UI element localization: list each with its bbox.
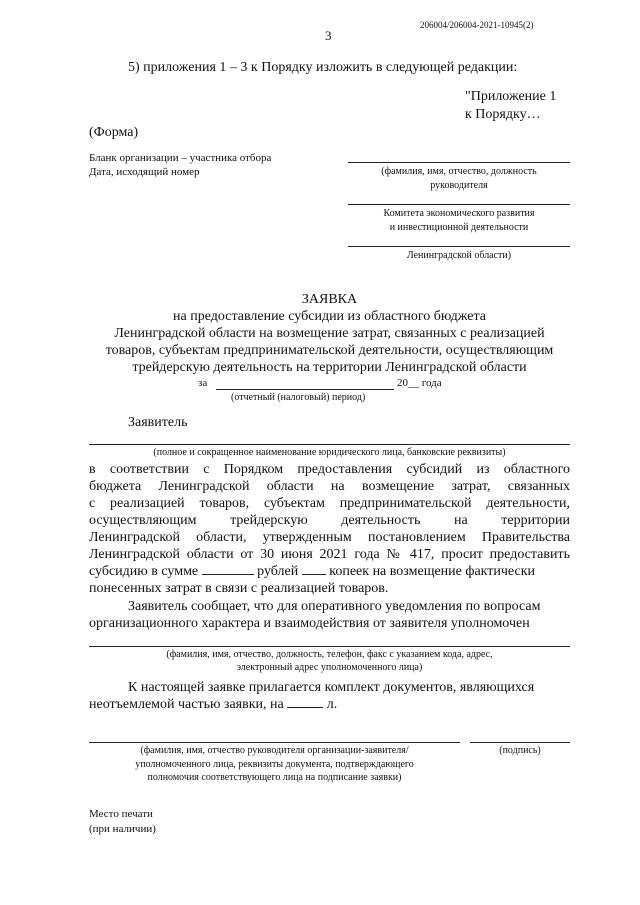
stamp-note: (при наличии) [89,823,156,835]
title-line-2: Ленинградской области на возмещение затрат, связанных с реализацией [114,326,545,341]
period-caption: (отчетный (налоговый) период) [231,392,366,403]
sum-prefix: субсидию в сумме [89,564,199,579]
body-line: Ленинградской области, утвержденным постановлением Правительства [89,530,570,545]
contact-caption-2: электронный адрес уполномоченного лица) [236,662,423,673]
document-code: 206004/206004-2021-10945(2) [420,20,534,30]
title-line-4: трейдерскую деятельность на территории Ленинградской области [132,360,527,375]
body-line: понесенных затрат в связи с реализацией товаров. [89,581,389,596]
sum-kopecks-blank [302,573,326,575]
appendix-line-2: к Порядку… [465,107,541,122]
contact-paragraph-line-1: Заявитель сообщает, что для оперативного уведомления по вопросам [128,599,541,614]
date-outgoing-number-label: Дата, исходящий номер [89,166,200,178]
subsidy-sum-line [89,564,535,580]
amendment-item: 5) приложения 1 – 3 к Порядку изложить в следующей редакции: [128,60,518,75]
applicant-label: Заявитель [128,415,188,430]
period-blank-line [216,389,394,390]
signature-caption: (подпись) [499,745,541,756]
signature-blank-line [470,742,570,743]
signatory-caption-3: полномочия соответствующего лица на подписание заявки) [147,772,402,783]
appendix-line-1: "Приложение 1 [465,89,557,104]
body-line: осуществляющим трейдерскую деятельность на территории [89,513,570,528]
addressee-caption-2b: и инвестиционной деятельности [389,222,529,233]
applicant-caption: (полное и сокращенное наименование юридического лица, банковские реквизиты) [153,447,506,458]
stamp-place-label: Место печати [89,808,153,820]
addressee-caption-2a: Комитета экономического развития [383,208,535,219]
sum-kopecks-label: копеек на возмещение фактически [329,564,536,579]
applicant-blank-line [89,444,570,445]
page-number: 3 [325,28,332,43]
sum-rubles-blank [202,573,254,575]
contact-blank-line [89,646,570,647]
addressee-caption-1a: (фамилия, имя, отчество, должность [381,166,537,177]
body-line: Ленинградской области от 30 июня 2021 года № 417, просит предоставить [89,547,570,562]
signatory-caption-2: уполномоченного лица, реквизиты документа, подтверждающего [135,759,414,770]
addressee-blank-line [348,162,570,163]
attachments-suffix: л. [326,697,338,712]
form-label: (Форма) [89,125,139,140]
organization-letterhead-label: Бланк организации – участника отбора [89,152,272,164]
addressee-caption-1b: руководителя [430,180,488,191]
body-line: в соответствии с Порядком предоставления субсидий из областного [89,462,570,477]
addressee-caption-3: Ленинградской области) [406,250,512,261]
attachments-prefix: неотъемлемой частью заявки, на [89,697,284,712]
addressee-blank-line [348,246,570,247]
contact-caption-1: (фамилия, имя, отчество, должность, телефон, факс с указанием кода, адрес, [166,649,493,660]
title-line-1: на предоставление субсидии из областного бюджета [173,309,486,324]
signatory-blank-line [89,742,460,743]
addressee-blank-line [348,204,570,205]
attachments-line-2 [89,697,337,713]
period-year: 20__ года [397,377,442,389]
sum-rubles-label: рублей [257,564,299,579]
signatory-caption-1: (фамилия, имя, отчество руководителя организации-заявителя/ [140,745,409,756]
attachments-line-1: К настоящей заявке прилагается комплект документов, являющихся [128,680,535,695]
document-title: ЗАЯВКА [301,292,358,307]
contact-paragraph-line-2: организационного характера и взаимодействия от заявителя уполномочен [89,616,530,631]
period-prefix: за [198,377,208,389]
body-line: с реализацией товаров, субъектам предпринимательской деятельности, [89,496,570,511]
body-line: бюджета Ленинградской области на возмещение затрат, связанных [89,479,570,494]
sheets-count-blank [287,706,323,708]
title-line-3: товаров, субъектам предпринимательской деятельности, осуществляющим [105,343,554,358]
